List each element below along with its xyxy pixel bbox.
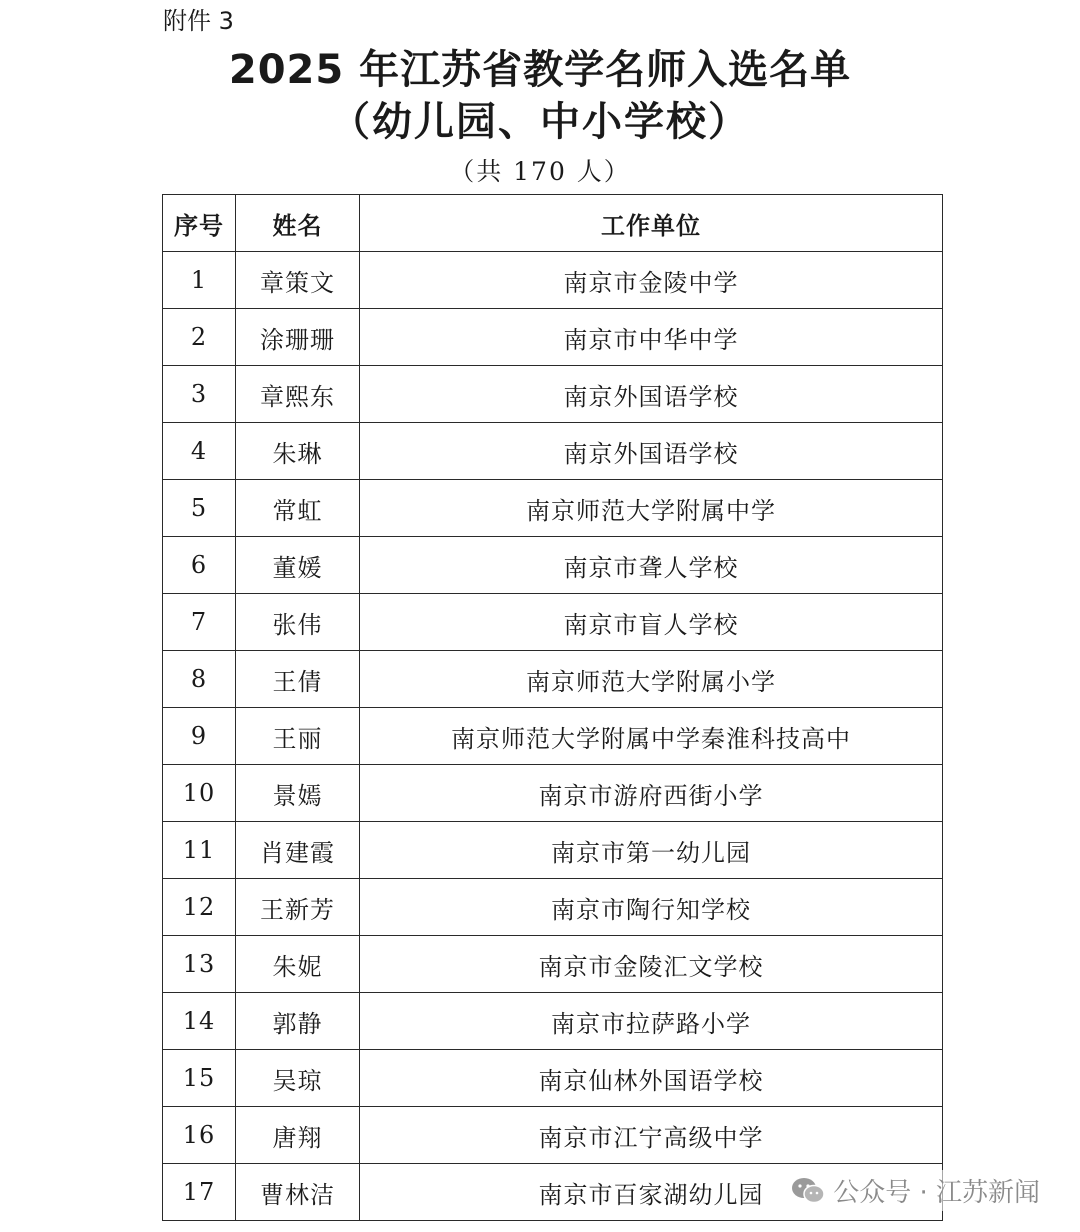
cell-index: 3 [163, 366, 236, 423]
cell-name: 唐翔 [236, 1107, 360, 1164]
cell-workplace: 南京师范大学附属中学 [360, 480, 943, 537]
cell-index: 15 [163, 1050, 236, 1107]
watermark-text: 公众号 · 江苏新闻 [833, 1178, 1040, 1208]
document-subtitle: （幼儿园、中小学校） [330, 99, 750, 145]
cell-name: 王丽 [236, 708, 360, 765]
cell-name: 吴琼 [236, 1050, 360, 1107]
cell-index: 2 [163, 309, 236, 366]
table-row [163, 708, 943, 765]
column-header-workplace: 工作单位 [360, 195, 943, 252]
cell-workplace: 南京市游府西街小学 [360, 765, 943, 822]
cell-workplace: 南京师范大学附属中学秦淮科技高中 [360, 708, 943, 765]
cell-name: 涂珊珊 [236, 309, 360, 366]
cell-index: 7 [163, 594, 236, 651]
column-header-index: 序号 [163, 195, 236, 252]
table-row [163, 1050, 943, 1107]
cell-index: 8 [163, 651, 236, 708]
table-row [163, 480, 943, 537]
cell-workplace: 南京市盲人学校 [360, 594, 943, 651]
attachment-label: 附件 3 [163, 7, 234, 35]
cell-index: 14 [163, 993, 236, 1050]
cell-workplace: 南京市百家湖幼儿园 [360, 1164, 943, 1221]
cell-index: 11 [163, 822, 236, 879]
table-row [163, 822, 943, 879]
cell-workplace: 南京师范大学附属小学 [360, 651, 943, 708]
cell-workplace: 南京仙林外国语学校 [360, 1050, 943, 1107]
cell-index: 10 [163, 765, 236, 822]
cell-index: 13 [163, 936, 236, 993]
cell-name: 常虹 [236, 480, 360, 537]
cell-workplace: 南京市金陵汇文学校 [360, 936, 943, 993]
table-header-row [163, 195, 943, 252]
table-row [163, 1107, 943, 1164]
table-row [163, 765, 943, 822]
table-row [163, 537, 943, 594]
table-row [163, 936, 943, 993]
table-row [163, 651, 943, 708]
cell-workplace: 南京市中华中学 [360, 309, 943, 366]
cell-index: 17 [163, 1164, 236, 1221]
table-row [163, 252, 943, 309]
table-row [163, 366, 943, 423]
cell-workplace: 南京市金陵中学 [360, 252, 943, 309]
cell-workplace: 南京外国语学校 [360, 423, 943, 480]
cell-workplace: 南京外国语学校 [360, 366, 943, 423]
roster-table [162, 194, 943, 1221]
cell-workplace: 南京市第一幼儿园 [360, 822, 943, 879]
cell-name: 肖建霞 [236, 822, 360, 879]
cell-index: 6 [163, 537, 236, 594]
cell-workplace: 南京市江宁高级中学 [360, 1107, 943, 1164]
cell-workplace: 南京市拉萨路小学 [360, 993, 943, 1050]
cell-index: 9 [163, 708, 236, 765]
cell-name: 张伟 [236, 594, 360, 651]
cell-name: 景嫣 [236, 765, 360, 822]
cell-index: 1 [163, 252, 236, 309]
cell-index: 5 [163, 480, 236, 537]
column-header-name: 姓名 [236, 195, 360, 252]
cell-index: 12 [163, 879, 236, 936]
wechat-icon [791, 1176, 825, 1206]
table-row [163, 309, 943, 366]
table-row [163, 879, 943, 936]
cell-name: 王倩 [236, 651, 360, 708]
cell-name: 曹林洁 [236, 1164, 360, 1221]
cell-index: 4 [163, 423, 236, 480]
document-title: 2025 年江苏省教学名师入选名单 [228, 47, 852, 93]
cell-workplace: 南京市聋人学校 [360, 537, 943, 594]
cell-name: 朱琳 [236, 423, 360, 480]
cell-name: 王新芳 [236, 879, 360, 936]
cell-name: 章策文 [236, 252, 360, 309]
table-row [163, 423, 943, 480]
cell-name: 章熙东 [236, 366, 360, 423]
cell-name: 董媛 [236, 537, 360, 594]
cell-index: 16 [163, 1107, 236, 1164]
table-row [163, 594, 943, 651]
cell-name: 郭静 [236, 993, 360, 1050]
cell-name: 朱妮 [236, 936, 360, 993]
cell-workplace: 南京市陶行知学校 [360, 879, 943, 936]
total-count: （共 170 人） [449, 157, 631, 186]
watermark [787, 1170, 1044, 1211]
table-row [163, 993, 943, 1050]
